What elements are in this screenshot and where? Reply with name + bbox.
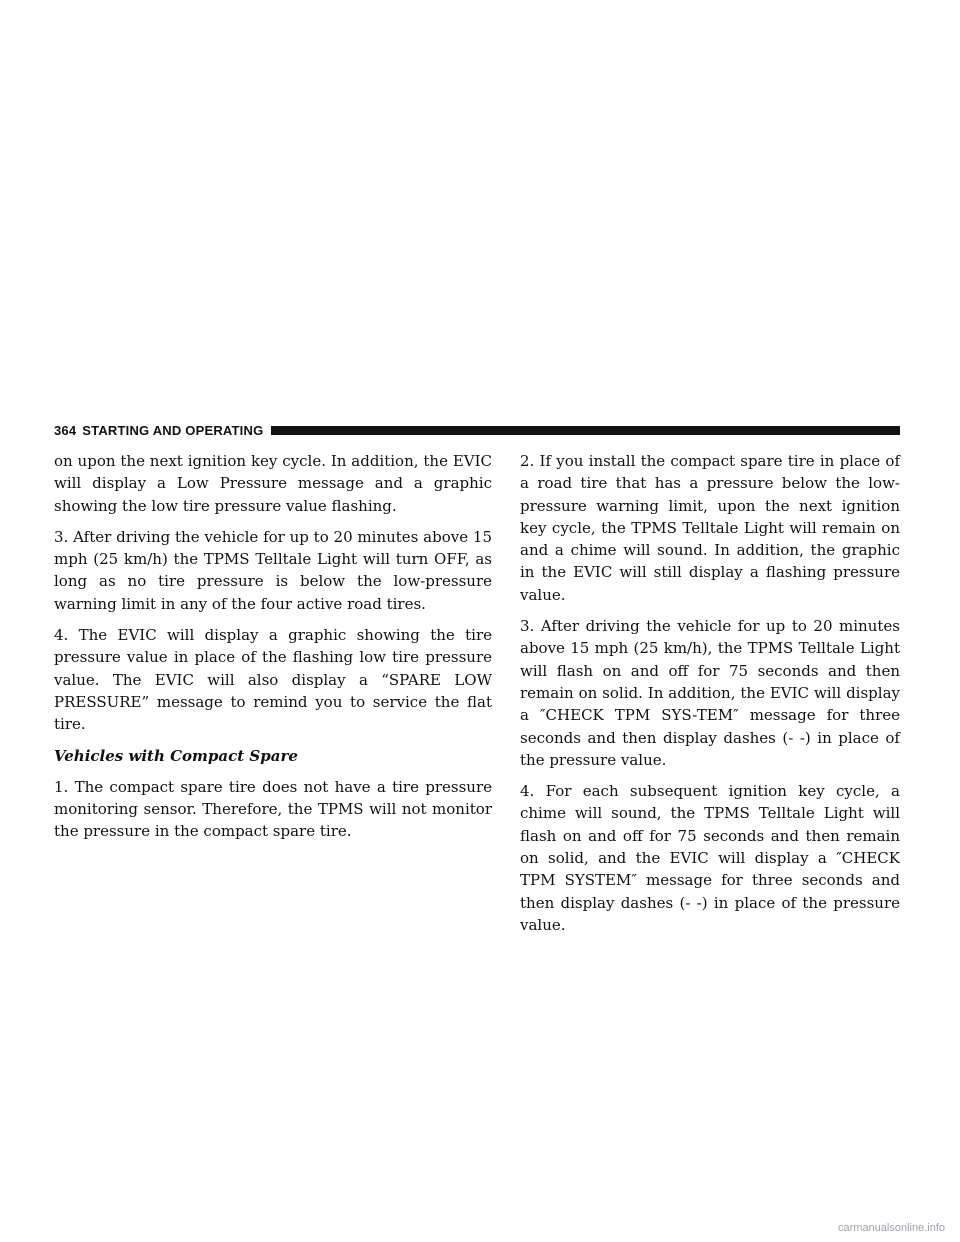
watermark-text: carmanualsonline.info <box>838 1222 946 1234</box>
page-number: 364 <box>54 422 77 438</box>
paragraph-step-3: 3. After driving the vehicle for up to 20 minutes above 15 mph (25 km/h) the TPMS Telltale Light will turn OFF, as long as no tire pressure is below the low-pressure warning limit in any of the four active road tires. <box>54 527 492 613</box>
header-text <box>54 423 263 438</box>
section-title: STARTING AND OPERATING <box>82 422 264 438</box>
paragraph-step-4: 4. The EVIC will display a graphic showing the tire pressure value in place of the flashing low tire pressure value. The EVIC will also display a “SPARE LOW PRESSURE” message to remind you to service the flat tire. <box>54 626 492 734</box>
paragraph-spare-step-4: 4. For each subsequent ignition key cycle, a chime will sound, the TPMS Telltale Light will flash on and off for 75 seconds and then remain on solid, and the EVIC will display a ″CHECK TPM SYSTEM″ message for three seconds and then display dashes (- -) in place of the pressure value. <box>520 782 900 934</box>
right-column <box>520 450 900 945</box>
paragraph-continuation: on upon the next ignition key cycle. In addition, the EVIC will display a Low Pressure message and a graphic showing the low tire pressure value flashing. <box>54 452 492 515</box>
header-rule <box>271 426 900 435</box>
subheading-compact-spare: Vehicles with Compact Spare <box>54 746 298 765</box>
page-header <box>54 421 900 439</box>
paragraph-spare-step-1: 1. The compact spare tire does not have a tire pressure monitoring sensor. Therefore, the TPMS will not monitor the pressure in the compact spare tire. <box>54 777 492 841</box>
left-column <box>54 450 492 852</box>
paragraph-spare-step-2: 2. If you install the compact spare tire in place of a road tire that has a pressure below the low-pressure warning limit, upon the next ignition key cycle, the TPMS Telltale Light will remain on and a chime will sound. In addition, the graphic in the EVIC will still display a flashing pressure value. <box>520 452 900 604</box>
paragraph-spare-step-3: 3. After driving the vehicle for up to 20 minutes above 15 mph (25 km/h), the TPMS Telltale Light will flash on and off for 75 seconds and then remain on solid. In addition, the EVIC will display a ″CHECK TPM SYS-TEM″ message for three seconds and then display dashes (- -) in place of the pressure value. <box>520 617 900 769</box>
